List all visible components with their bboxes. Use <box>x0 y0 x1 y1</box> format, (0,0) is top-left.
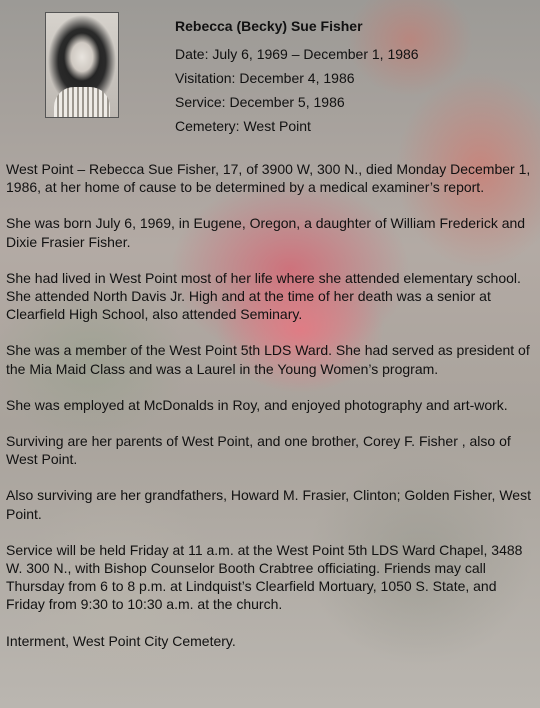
paragraph-death-notice: West Point – Rebecca Sue Fisher, 17, of 3900 W, 300 N., died Monday December 1, 1986, at her home of cause to be determined by a medical examiner’s report. <box>6 161 531 196</box>
date-line: Date: July 6, 1969 – December 1, 1986 <box>175 46 419 62</box>
paragraph-service: Service will be held Friday at 11 a.m. at the West Point 5th LDS Ward Chapel, 3488 W. 300 N., with Bishop Counselor Booth Crabtree officiating. Friends may call Thursday from 6 to 8 p.m. at Lindquist’s Clearfield Mortuary, 1050 S. State, and Friday from 9:30 to 10:30 a.m. at the church. <box>6 541 523 613</box>
paragraph-birth: She was born July 6, 1969, in Eugene, Oregon, a daughter of William Frederick and Dixie Frasier Fisher. <box>6 215 526 250</box>
paragraph-grandfathers: Also surviving are her grandfathers, Howard M. Frasier, Clinton; Golden Fisher, West Point. <box>6 487 531 522</box>
obituary-header <box>175 18 419 142</box>
paragraph-education: She had lived in West Point most of her life where she attended elementary school. She attended North Davis Jr. High and at the time of her death was a senior at Clearfield High School, also attended Seminary. <box>6 269 521 323</box>
cemetery-line: Cemetery: West Point <box>175 118 311 134</box>
portrait-shirt <box>54 87 110 117</box>
paragraph-employment: She was employed at McDonalds in Roy, and enjoyed photography and art-work. <box>6 396 508 413</box>
deceased-name: Rebecca (Becky) Sue Fisher <box>175 18 363 34</box>
paragraph-interment: Interment, West Point City Cemetery. <box>6 632 236 649</box>
obituary-body <box>6 160 532 668</box>
paragraph-survivors: Surviving are her parents of West Point, and one brother, Corey F. Fisher , also of West Point. <box>6 433 511 468</box>
service-line: Service: December 5, 1986 <box>175 94 345 110</box>
visitation-line: Visitation: December 4, 1986 <box>175 70 355 86</box>
paragraph-church: She was a member of the West Point 5th LDS Ward. She had served as president of the Mia Maid Class and was a Laurel in the Young Women’s program. <box>6 342 530 377</box>
portrait-photo <box>45 12 119 118</box>
